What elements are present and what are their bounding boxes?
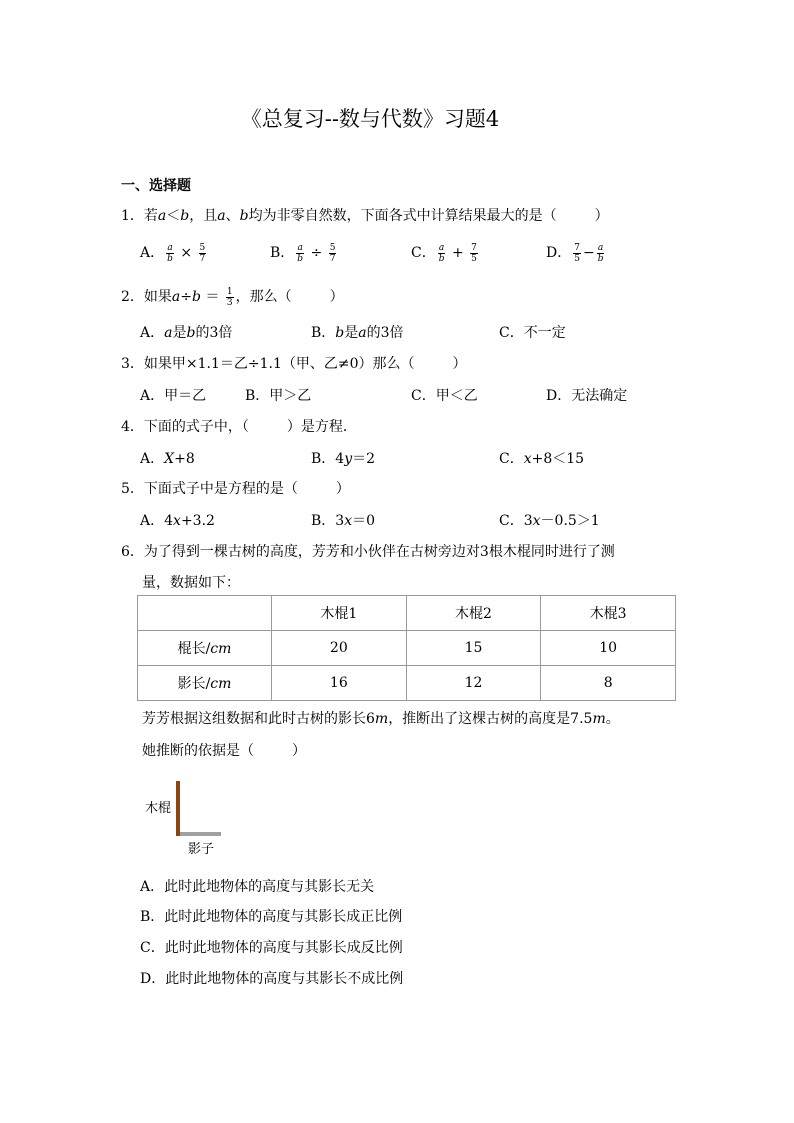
question-1-option-d[interactable]: D． $\frac{7}{5}$ − $\frac{a}{b}$ xyxy=(546,242,604,264)
table-cell: 15 xyxy=(406,631,541,666)
section-heading: 一、选择题 xyxy=(121,178,191,194)
question-4-option-a[interactable]: A．X+8 xyxy=(140,451,195,467)
question-3-option-c[interactable]: C．甲＜乙 xyxy=(411,388,478,404)
table-row xyxy=(138,631,676,666)
table-cell: 8 xyxy=(541,666,676,701)
question-2-option-b[interactable]: B．b是a的3倍 xyxy=(311,325,404,341)
question-6-option-a[interactable]: A．此时此地物体的高度与其影长无关 xyxy=(140,879,375,895)
question-5-option-c[interactable]: C．3x－0.5＞1 xyxy=(499,513,600,529)
question-5-option-b[interactable]: B．3x＝0 xyxy=(311,513,376,529)
question-3-option-b[interactable]: B．甲＞乙 xyxy=(245,388,312,404)
question-1-option-a[interactable]: A． $\frac{a}{b}$ × $\frac{5}{7}$ xyxy=(140,242,206,264)
table-header-cell: 木棍1 xyxy=(272,596,407,631)
question-1-option-b[interactable]: B． $\frac{a}{b}$ ÷ $\frac{5}{7}$ xyxy=(270,242,336,264)
table-header-cell: 木棍3 xyxy=(541,596,676,631)
table-header-row xyxy=(138,596,676,631)
question-6-observation: 芳芳根据这组数据和此时古树的影长6m，推断出了这棵古树的高度是7.5m。 xyxy=(142,711,620,727)
table-header-cell: 木棍2 xyxy=(406,596,541,631)
page-title: 《总复习--数与代数》习题4 xyxy=(240,107,500,131)
shadow-label: 影子 xyxy=(188,842,215,857)
question-2-stem: 2．如果a÷b ＝ $\frac{1}{3}$ ，那么（ ） xyxy=(121,286,344,308)
question-6-option-c[interactable]: C．此时此地物体的高度与其影长成反比例 xyxy=(140,940,403,956)
table-cell: 20 xyxy=(272,631,407,666)
question-2-option-c[interactable]: C．不一定 xyxy=(499,325,566,341)
question-1-stem: 1．若a＜b，且a、b均为非零自然数，下面各式中计算结果最大的是（ ） xyxy=(121,208,609,224)
question-6-question: 她推断的依据是（ ） xyxy=(142,743,306,759)
table-cell: 16 xyxy=(272,666,407,701)
table-row-label: 棍长/cm xyxy=(138,631,272,666)
question-4-option-c[interactable]: C．x+8＜15 xyxy=(499,451,585,467)
question-3-option-a[interactable]: A．甲＝乙 xyxy=(140,388,207,404)
question-2-option-a[interactable]: A．a是b的3倍 xyxy=(140,325,233,341)
question-6-stem-line1: 6．为了得到一棵古树的高度，芳芳和小伙伴在古树旁边对3根木棍同时进行了测 xyxy=(121,544,615,560)
question-4-stem: 4．下面的式子中，（ ）是方程． xyxy=(121,419,357,435)
question-3-stem: 3．如果甲×1.1＝乙÷1.1（甲、乙≠0）那么（ ） xyxy=(121,356,467,372)
question-4-option-b[interactable]: B．4y＝2 xyxy=(311,451,376,467)
shadow-bar xyxy=(180,832,221,836)
table-row xyxy=(138,666,676,701)
stick-label: 木棍 xyxy=(145,801,172,816)
table-cell: 10 xyxy=(541,631,676,666)
question-6-option-b[interactable]: B．此时此地物体的高度与其影长成正比例 xyxy=(140,909,403,925)
table-row-label: 影长/cm xyxy=(138,666,272,701)
table-header-cell xyxy=(138,596,272,631)
table-cell: 12 xyxy=(406,666,541,701)
question-5-stem: 5．下面式子中是方程的是（ ） xyxy=(121,481,350,497)
question-6-option-d[interactable]: D．此时此地物体的高度与其影长不成比例 xyxy=(140,971,404,987)
question-5-option-a[interactable]: A．4x+3.2 xyxy=(140,513,215,529)
stick-bar xyxy=(176,781,180,836)
question-3-option-d[interactable]: D．无法确定 xyxy=(546,388,628,404)
question-1-option-c[interactable]: C． $\frac{a}{b}$ + $\frac{7}{5}$ xyxy=(411,242,477,264)
measurement-table xyxy=(137,595,676,701)
question-6-stem-line2: 量，数据如下： xyxy=(142,575,240,591)
